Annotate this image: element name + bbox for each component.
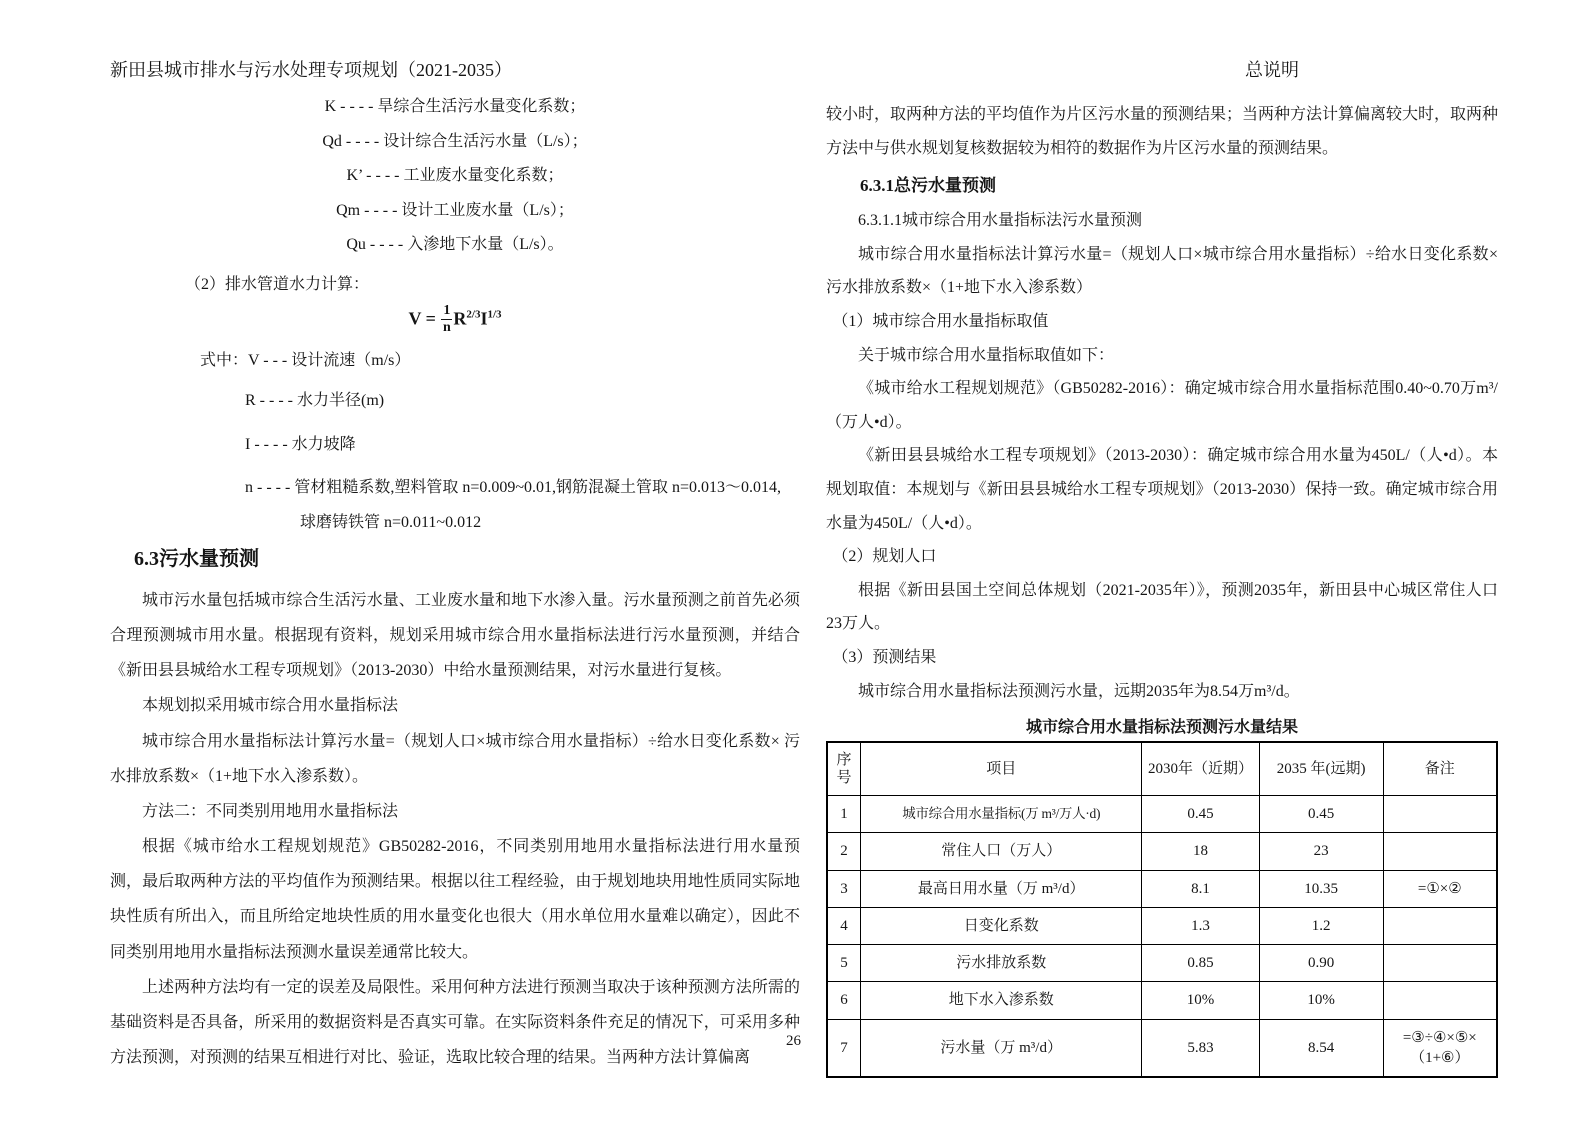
table-cell: 23 (1259, 833, 1383, 870)
paragraph: 城市综合用水量指标法计算污水量=（规划人口×城市综合用水量指标）÷给水日变化系数× 污水排放系数×（1+地下水入渗系数）。 (110, 732, 800, 785)
table-row (827, 870, 1497, 907)
header-document-title: 新田县城市排水与污水处理专项规划（2021-2035） (110, 60, 512, 80)
table-cell: 日变化系数 (861, 907, 1142, 944)
table-cell: 4 (827, 907, 861, 944)
fraction-denominator: n (442, 319, 451, 335)
table-cell: 5.83 (1142, 1019, 1259, 1077)
paragraph: 城市综合用水量指标法计算污水量=（规划人口×城市综合用水量指标）÷给水日变化系数× 污水排放系数×（1+地下水入渗系数） (826, 245, 1498, 297)
definition-line: Qu - - - - 入渗地下水量（L/s）。 (346, 236, 564, 254)
table-cell (1383, 982, 1497, 1019)
paragraph: 关于城市综合用水量指标取值如下： (858, 346, 1115, 364)
table-cell: 6 (827, 982, 861, 1019)
paragraph: 根据《新田县国土空间总体规划（2021-2035年）》，预测2035年，新田县中心城区常住人口23万人。 (826, 581, 1498, 633)
table-cell: 1.2 (1259, 907, 1383, 944)
table-row (827, 1019, 1497, 1077)
paragraph: 城市综合用水量指标法预测污水量，远期2035年为8.54万m³/d。 (858, 682, 1300, 700)
paragraph: 较小时，取两种方法的平均值作为片区污水量的预测结果；当两种方法计算偏离较大时，取两种方法中与供水规划复核数据较为相符的数据作为片区污水量的预测结果。 (826, 106, 1499, 157)
table-cell: 最高日用水量（万 m³/d） (861, 870, 1142, 907)
formula-term-i: I (480, 308, 488, 329)
right-column (826, 98, 1498, 1078)
formula-term-line: I - - - - 水力坡降 (245, 435, 356, 453)
formula-where-line: 式中：V - - - 设计流速（m/s） (200, 351, 411, 369)
table-cell: 城市综合用水量指标(万 m³/万人·d) (861, 796, 1142, 833)
table-cell (1383, 945, 1497, 982)
table-cell: 0.45 (1259, 796, 1383, 833)
paragraph: 上述两种方法均有一定的误差及局限性。采用何种方法进行预测当取决于该种预测方法所需的基础资料是否具备，所采用的数据资料是否真实可靠。在实际资料条件充足的情况下，可采用多种方法预测，对预测的结果互相进行对比、验证，选取比较合理的结果。当两种方法计算偏离 (110, 978, 800, 1067)
two-column-layout (110, 98, 1498, 1078)
variable-definitions (110, 98, 800, 254)
table-cell: 0.85 (1142, 945, 1259, 982)
formula-lhs: V = (408, 308, 436, 329)
table-cell: 0.90 (1259, 945, 1383, 982)
table-cell (1383, 907, 1497, 944)
table-cell: 7 (827, 1019, 861, 1077)
table-row (827, 907, 1497, 944)
header-cell: 2030年（近期） (1142, 742, 1259, 796)
hydraulic-calc-heading: （2）排水管道水力计算： (185, 275, 370, 293)
table-cell: 1.3 (1142, 907, 1259, 944)
fraction-numerator: 1 (443, 302, 451, 318)
paragraph: 本规划拟采用城市综合用水量指标法 (142, 697, 399, 715)
table-header-row (827, 742, 1497, 796)
paragraph: 方法二：不同类别用地用水量指标法 (142, 802, 399, 820)
table-cell (1383, 796, 1497, 833)
formula-fraction (441, 304, 452, 335)
header-cell: 2035 年(远期) (1259, 742, 1383, 796)
list-item: （1）城市综合用水量指标取值 (832, 312, 1049, 330)
table-cell: 8.1 (1142, 870, 1259, 907)
header-section-label: 总说明 (1245, 60, 1299, 80)
formula-term-line: R - - - - 水力半径(m) (245, 391, 385, 409)
table-title: 城市综合用水量指标法预测污水量结果 (1025, 719, 1298, 737)
table-cell: =①×② (1383, 870, 1497, 907)
paragraph: 《城市给水工程规划规范》（GB50282-2016）：确定城市综合用水量指标范围0.40~0.70万m³/（万人•d）。 (826, 380, 1498, 431)
paragraph: 根据《城市给水工程规划规范》GB50282-2016，不同类别用地用水量指标法进行用水量预测，最后取两种方法的平均值作为预测结果。根据以往工程经验，由于规划地块用地性质同实际地块性质有所出入，而且所给定地块性质的用水量变化也很大（用水单位用水量难以确定），因此不同类别用地用水量指标法预测水量误差通常比较大。 (110, 838, 800, 961)
paragraph: 城市污水量包括城市综合生活污水量、工业废水量和地下水渗入量。污水量预测之前首先必须合理预测城市用水量。根据现有资料，规划采用城市综合用水量指标法进行污水量预测，并结合《新田县县城给水工程专项规划》（2013-2030）中给水量预测结果，对污水量进行复核。 (110, 591, 800, 680)
subsection-heading-6-3-1-1: 6.3.1.1城市综合用水量指标法污水量预测 (858, 212, 1143, 230)
table-cell (1383, 833, 1497, 870)
formula-exp-r: 2/3 (466, 308, 481, 321)
table-cell: 18 (1142, 833, 1259, 870)
table-cell: 0.45 (1142, 796, 1259, 833)
table-cell: 污水量（万 m³/d） (861, 1019, 1142, 1077)
definition-line: K - - - - 旱综合生活污水量变化系数； (324, 98, 586, 115)
formula-term-line: 球磨铸铁管 n=0.011~0.012 (300, 513, 482, 531)
formula-term-line: n - - - - 管材粗糙系数,塑料管取 n=0.009~0.01,钢筋混凝土管取 n=0.013～0.014, (245, 479, 782, 497)
table-cell: 3 (827, 870, 861, 907)
definition-line: K’ - - - - 工业废水量变化系数； (346, 167, 564, 185)
manning-formula (110, 304, 800, 335)
section-heading-6-3-1: 6.3.1总污水量预测 (860, 176, 996, 196)
list-item: （3）预测结果 (832, 648, 937, 666)
table-cell: 10.35 (1259, 870, 1383, 907)
definition-line: Qd - - - - 设计综合生活污水量（L/s）； (322, 132, 588, 150)
header-cell: 项目 (861, 742, 1142, 796)
definition-line: Qm - - - - 设计工业废水量（L/s）； (336, 201, 574, 219)
paragraph: 《新田县县城给水工程专项规划》（2013-2030）：确定城市综合用水量为450L/（人•d）。本规划取值：本规划与《新田县县城给水工程专项规划》（2013-2030）保持一致。确定城市综合用水量为450L/（人•d）。 (826, 447, 1498, 532)
table-row (827, 833, 1497, 870)
formula-exp-i: 1/3 (487, 308, 502, 321)
table-cell: 10% (1259, 982, 1383, 1019)
section-heading-6-3: 6.3污水量预测 (134, 547, 259, 570)
page-number: 26 (786, 1033, 801, 1049)
table-cell: 5 (827, 945, 861, 982)
table-row (827, 945, 1497, 982)
table-cell: 8.54 (1259, 1019, 1383, 1077)
prediction-table (826, 741, 1498, 1078)
table-row (827, 796, 1497, 833)
table-row (827, 982, 1497, 1019)
formula-term-r: R (453, 308, 467, 329)
header-cell: 备注 (1383, 742, 1497, 796)
table-cell: 地下水入渗系数 (861, 982, 1142, 1019)
table-cell: 常住人口（万人） (861, 833, 1142, 870)
table-cell: 10% (1142, 982, 1259, 1019)
table-cell: 2 (827, 833, 861, 870)
table-cell: 污水排放系数 (861, 945, 1142, 982)
header-cell: 序号 (827, 742, 861, 796)
list-item: （2）规划人口 (832, 548, 937, 566)
left-column (110, 98, 800, 1078)
table-cell: =③÷④×⑤×（1+⑥） (1383, 1019, 1497, 1077)
table-cell: 1 (827, 796, 861, 833)
